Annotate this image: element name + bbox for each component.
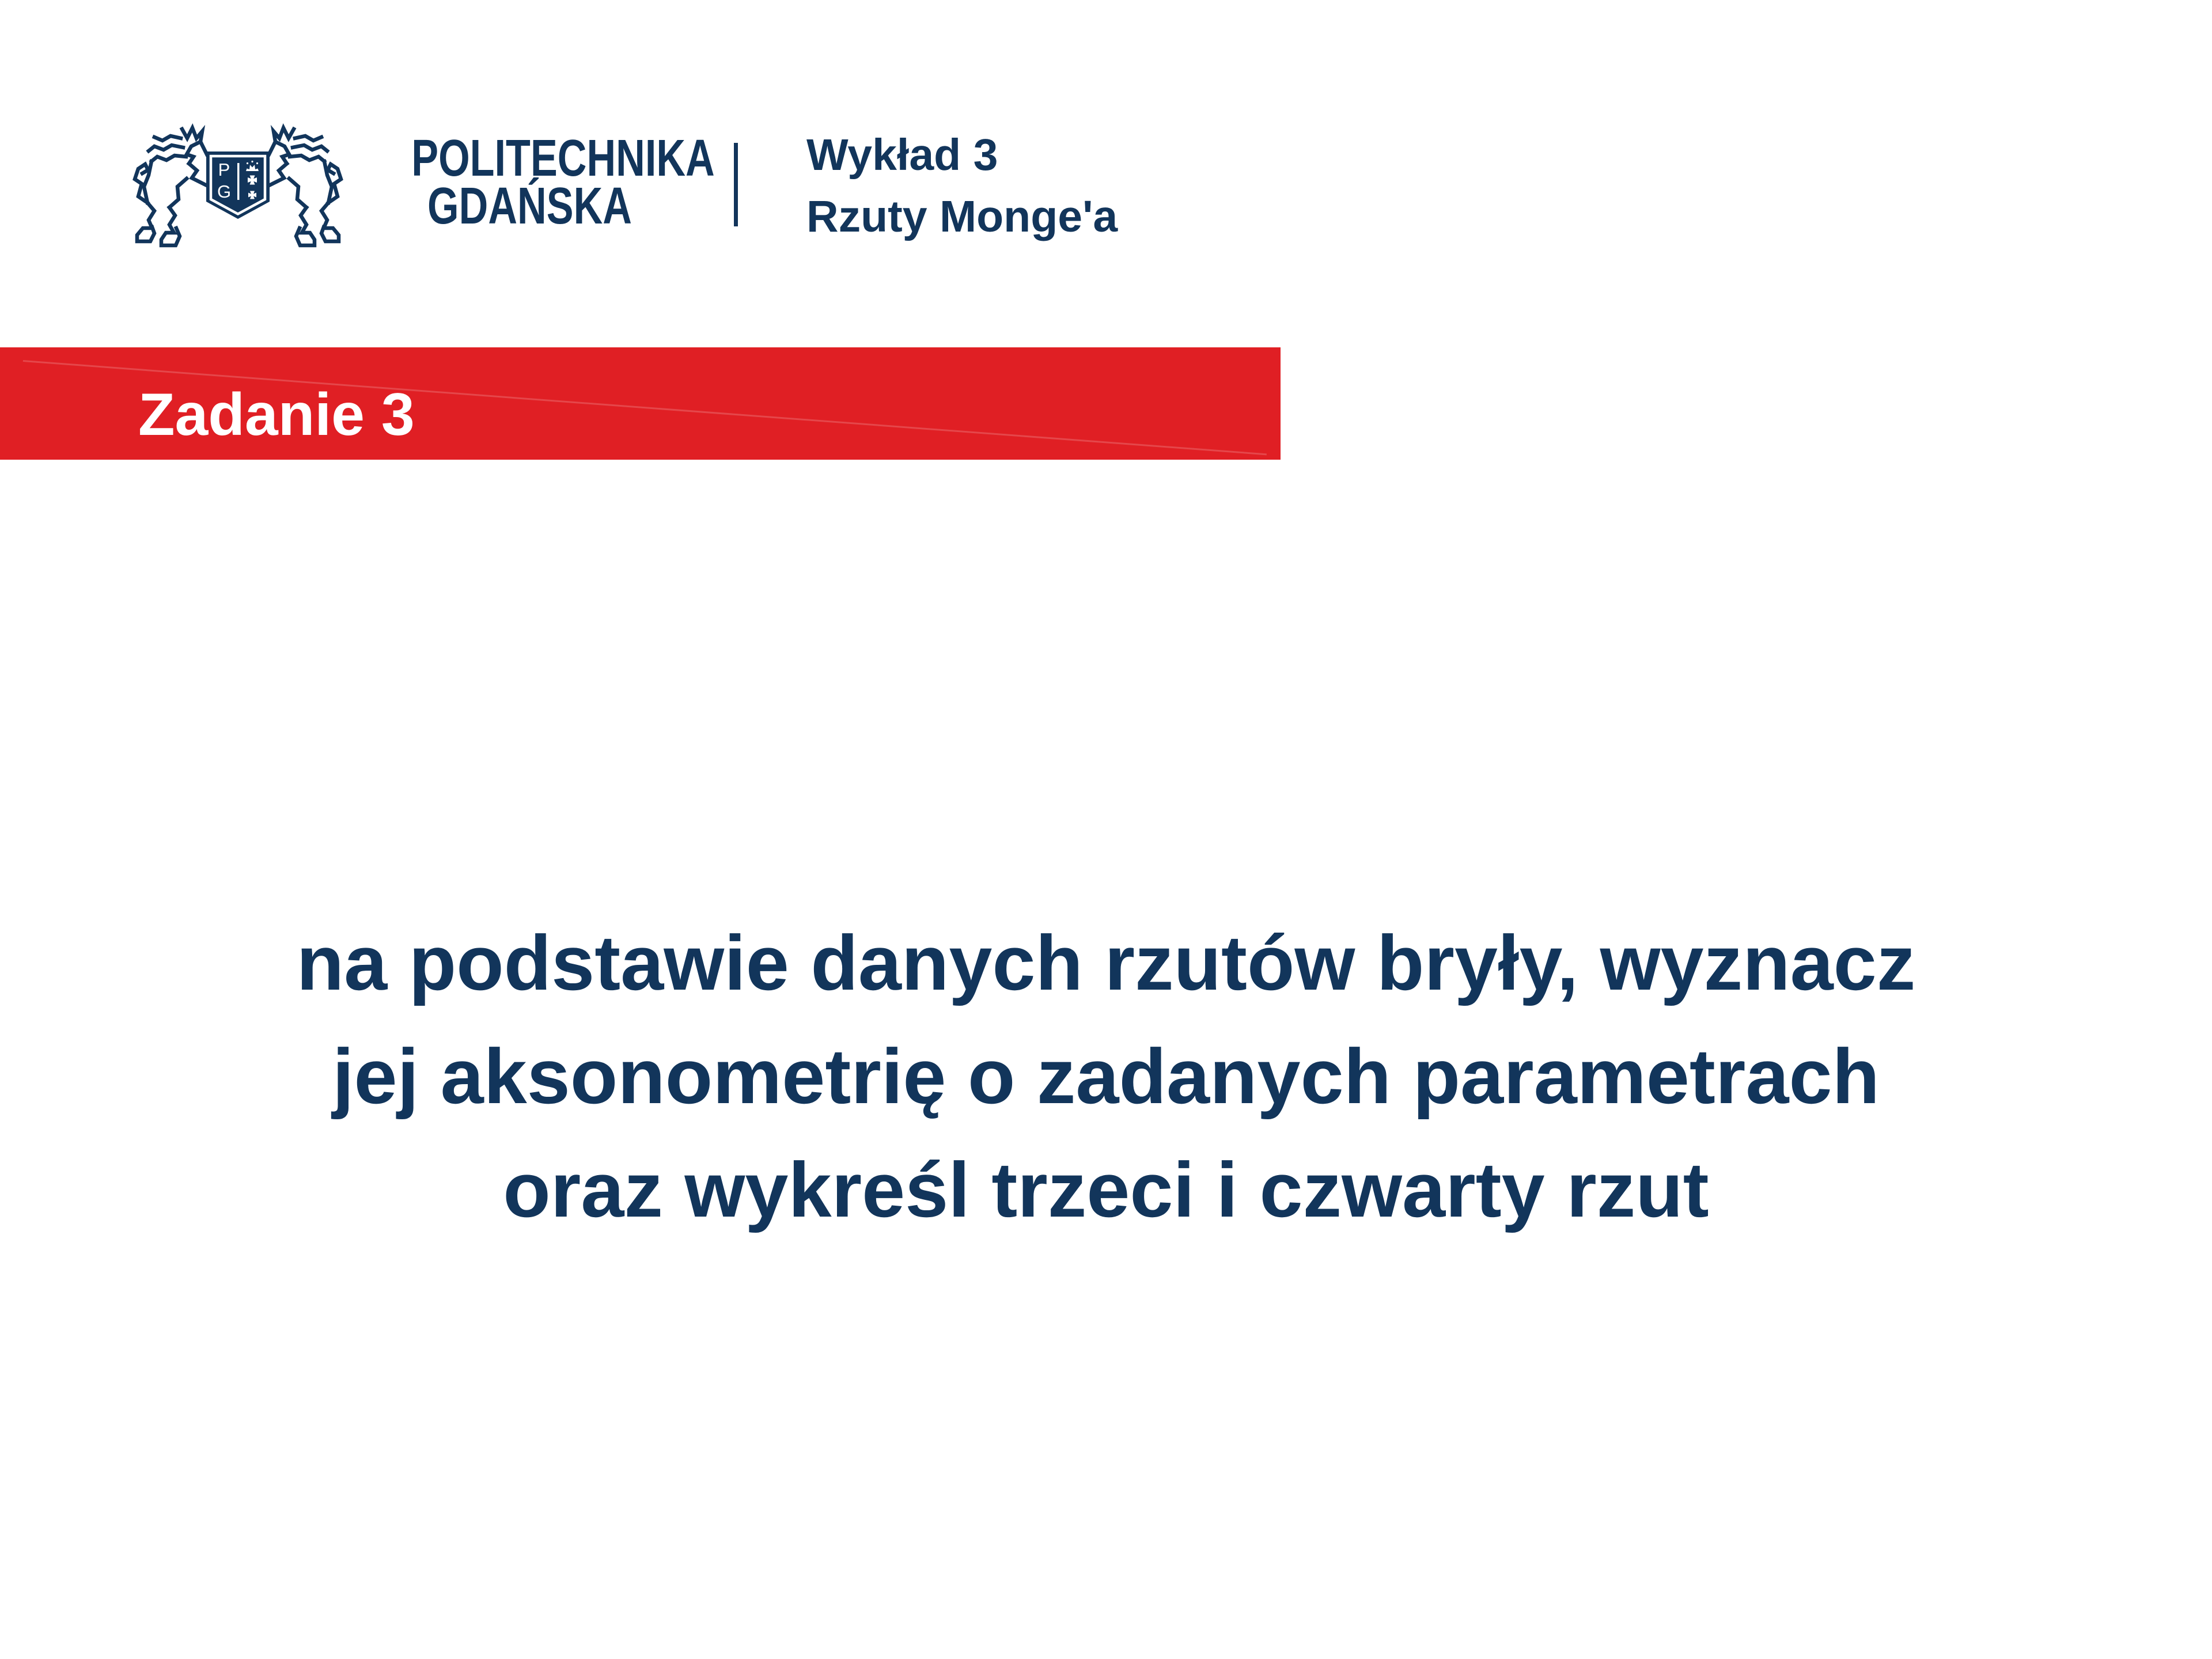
pg-shield-icon <box>206 151 270 219</box>
institution-name-line2: GDAŃSKA <box>427 177 632 235</box>
task-text-line1: na podstawie danych rzutów bryły, wyznacz <box>296 919 1916 1006</box>
lecture-number: Wykład 3 <box>806 130 998 180</box>
shield-letter-p: P <box>218 160 230 180</box>
right-lion-icon <box>269 128 341 245</box>
institution-name <box>369 130 715 235</box>
header-divider <box>734 143 738 226</box>
task-text-line3: oraz wykreśl trzeci i czwarty rzut <box>503 1146 1709 1233</box>
pg-crest-logo-icon <box>132 122 363 250</box>
task-banner-label: Zadanie 3 <box>138 381 415 448</box>
institution-name-line1: POLITECHNIKA <box>411 130 715 187</box>
left-lion-icon <box>135 128 207 245</box>
task-text-line2: jej aksonometrię o zadanych parametrach <box>332 1033 1880 1120</box>
task-banner <box>0 347 1281 460</box>
shield-letter-g: G <box>217 181 232 202</box>
lecture-topic: Rzuty Monge'a <box>806 192 1118 241</box>
shield-divider-line <box>237 163 240 200</box>
task-text <box>0 906 2212 1247</box>
